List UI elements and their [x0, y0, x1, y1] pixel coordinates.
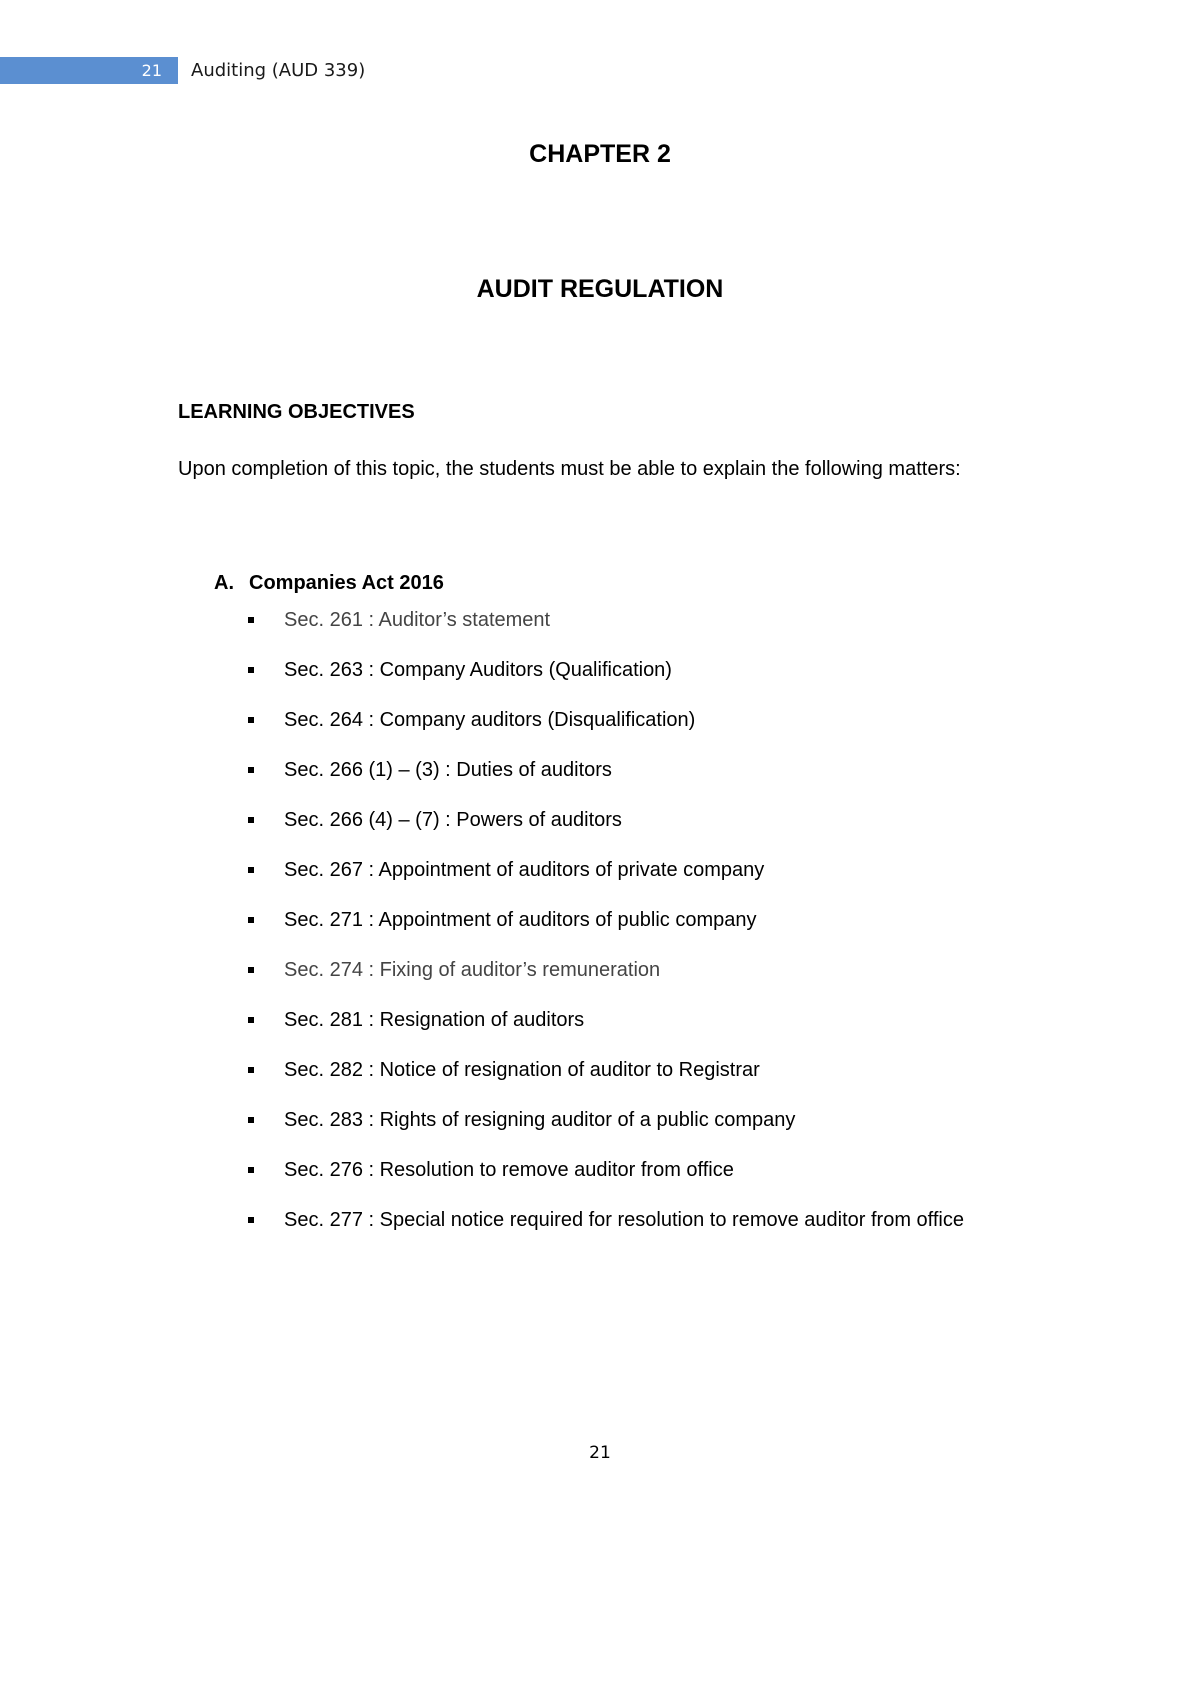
bullet-icon — [248, 1017, 254, 1023]
list-item-text: Sec. 282 : Notice of resignation of auditor to Registrar — [284, 1059, 760, 1081]
bullet-icon — [248, 1117, 254, 1123]
list-item-text: Sec. 263 : Company Auditors (Qualification) — [284, 659, 672, 681]
bullet-icon — [248, 967, 254, 973]
bullet-icon — [248, 917, 254, 923]
list-item-text: Sec. 264 : Company auditors (Disqualification) — [284, 709, 696, 731]
learning-objectives-intro: Upon completion of this topic, the students must be able to explain the following matters: — [178, 458, 961, 480]
list-item-text: Sec. 271 : Appointment of auditors of public company — [284, 909, 757, 931]
bullet-icon — [248, 667, 254, 673]
list-item-text: Sec. 267 : Appointment of auditors of private company — [284, 859, 765, 881]
list-item-text: Sec. 266 (4) – (7) : Powers of auditors — [284, 809, 622, 831]
footer-page-number: 21 — [589, 1443, 611, 1463]
subsection-title: Companies Act 2016 — [249, 572, 444, 594]
chapter-title: AUDIT REGULATION — [476, 275, 724, 303]
bullet-icon — [248, 1217, 254, 1223]
header-page-bar — [0, 57, 178, 84]
list-item-text: Sec. 281 : Resignation of auditors — [284, 1009, 585, 1031]
bullet-icon — [248, 867, 254, 873]
chapter-label: CHAPTER 2 — [529, 140, 671, 168]
list-item-text: Sec. 277 : Special notice required for resolution to remove auditor from office — [284, 1209, 964, 1231]
learning-objectives-heading: LEARNING OBJECTIVES — [178, 401, 415, 423]
list-item-text: Sec. 274 : Fixing of auditor’s remuneration — [284, 959, 661, 981]
list-item-text: Sec. 261 : Auditor’s statement — [284, 609, 551, 631]
bullet-icon — [248, 1167, 254, 1173]
header-page-number: 21 — [141, 61, 162, 80]
bullet-icon — [248, 717, 254, 723]
subsection-heading — [214, 572, 444, 595]
bullet-icon — [248, 767, 254, 773]
bullet-icon — [248, 617, 254, 623]
list-item-text: Sec. 276 : Resolution to remove auditor from office — [284, 1159, 734, 1181]
list-item-text: Sec. 283 : Rights of resigning auditor of a public company — [284, 1109, 796, 1131]
subsection-letter: A. — [214, 572, 234, 594]
list-item-text: Sec. 266 (1) – (3) : Duties of auditors — [284, 759, 612, 781]
bullet-icon — [248, 1067, 254, 1073]
header-course-title: Auditing (AUD 339) — [191, 60, 366, 81]
bullet-icon — [248, 817, 254, 823]
page-header — [0, 57, 600, 84]
